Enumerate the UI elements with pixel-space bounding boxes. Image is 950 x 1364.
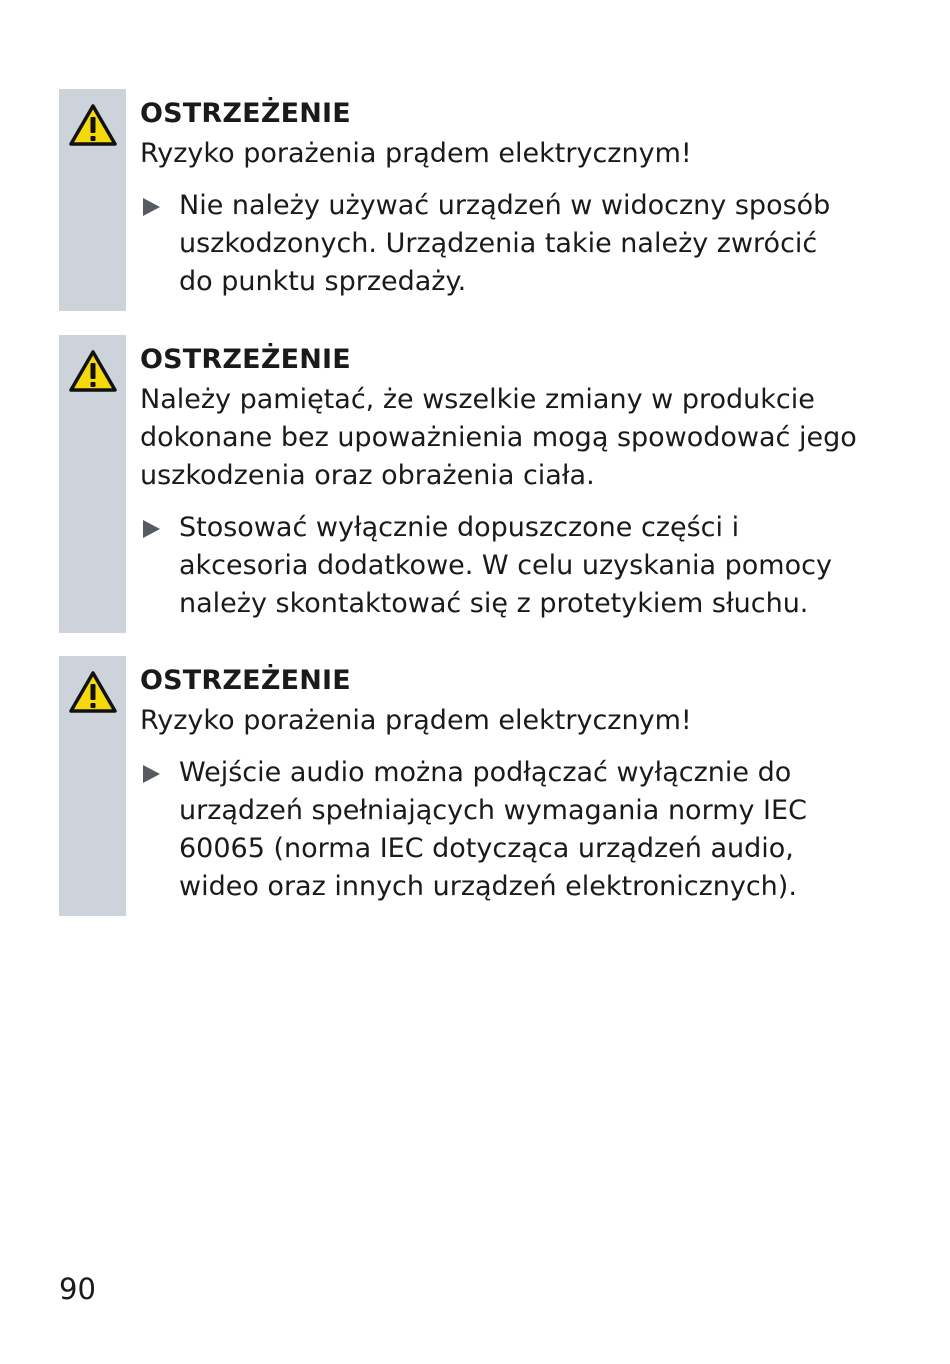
warning-block-3 — [59, 656, 859, 916]
warning-triangle-icon — [68, 670, 118, 714]
warning-instruction-text: Stosować wyłącznie dopuszczone części i akcesoria dodatkowe. W celu uzyskania pomocy należy skontaktować się z protetykiem słuchu. — [179, 512, 832, 619]
warning-sidebar — [59, 335, 126, 633]
warning-content — [140, 341, 859, 623]
warning-instruction — [140, 754, 859, 906]
warning-title: OSTRZEŻENIE — [140, 98, 351, 129]
warning-triangle-icon — [68, 103, 118, 147]
arrow-bullet-icon — [143, 198, 160, 216]
warning-instruction-text: Nie należy używać urządzeń w widoczny sposób uszkodzonych. Urządzenia takie należy zwrócić do punktu sprzedaży. — [179, 190, 831, 297]
arrow-bullet-icon — [143, 765, 160, 783]
warning-content — [140, 662, 859, 906]
warning-text: Należy pamiętać, że wszelkie zmiany w produkcie dokonane bez upoważnienia mogą spowodować jego uszkodzenia oraz obrażenia ciała. — [140, 384, 857, 491]
warning-text: Ryzyko porażenia prądem elektrycznym! — [140, 705, 692, 736]
warning-instruction — [140, 509, 859, 623]
warning-block-2 — [59, 335, 859, 633]
warning-instruction-text: Wejście audio można podłączać wyłącznie do urządzeń spełniających wymagania normy IEC 60065 (norma IEC dotycząca urządzeń audio, wideo oraz innych urządzeń elektronicznych). — [179, 757, 807, 902]
warning-triangle-icon — [68, 349, 118, 393]
warning-sidebar — [59, 89, 126, 311]
arrow-bullet-icon — [143, 520, 160, 538]
warning-sidebar — [59, 656, 126, 916]
warning-text: Ryzyko porażenia prądem elektrycznym! — [140, 138, 692, 169]
page-number: 90 — [59, 1272, 96, 1306]
warning-title: OSTRZEŻENIE — [140, 665, 351, 696]
warning-content — [140, 95, 859, 301]
warning-title: OSTRZEŻENIE — [140, 344, 351, 375]
warning-block-1 — [59, 89, 859, 311]
warning-instruction — [140, 187, 859, 301]
